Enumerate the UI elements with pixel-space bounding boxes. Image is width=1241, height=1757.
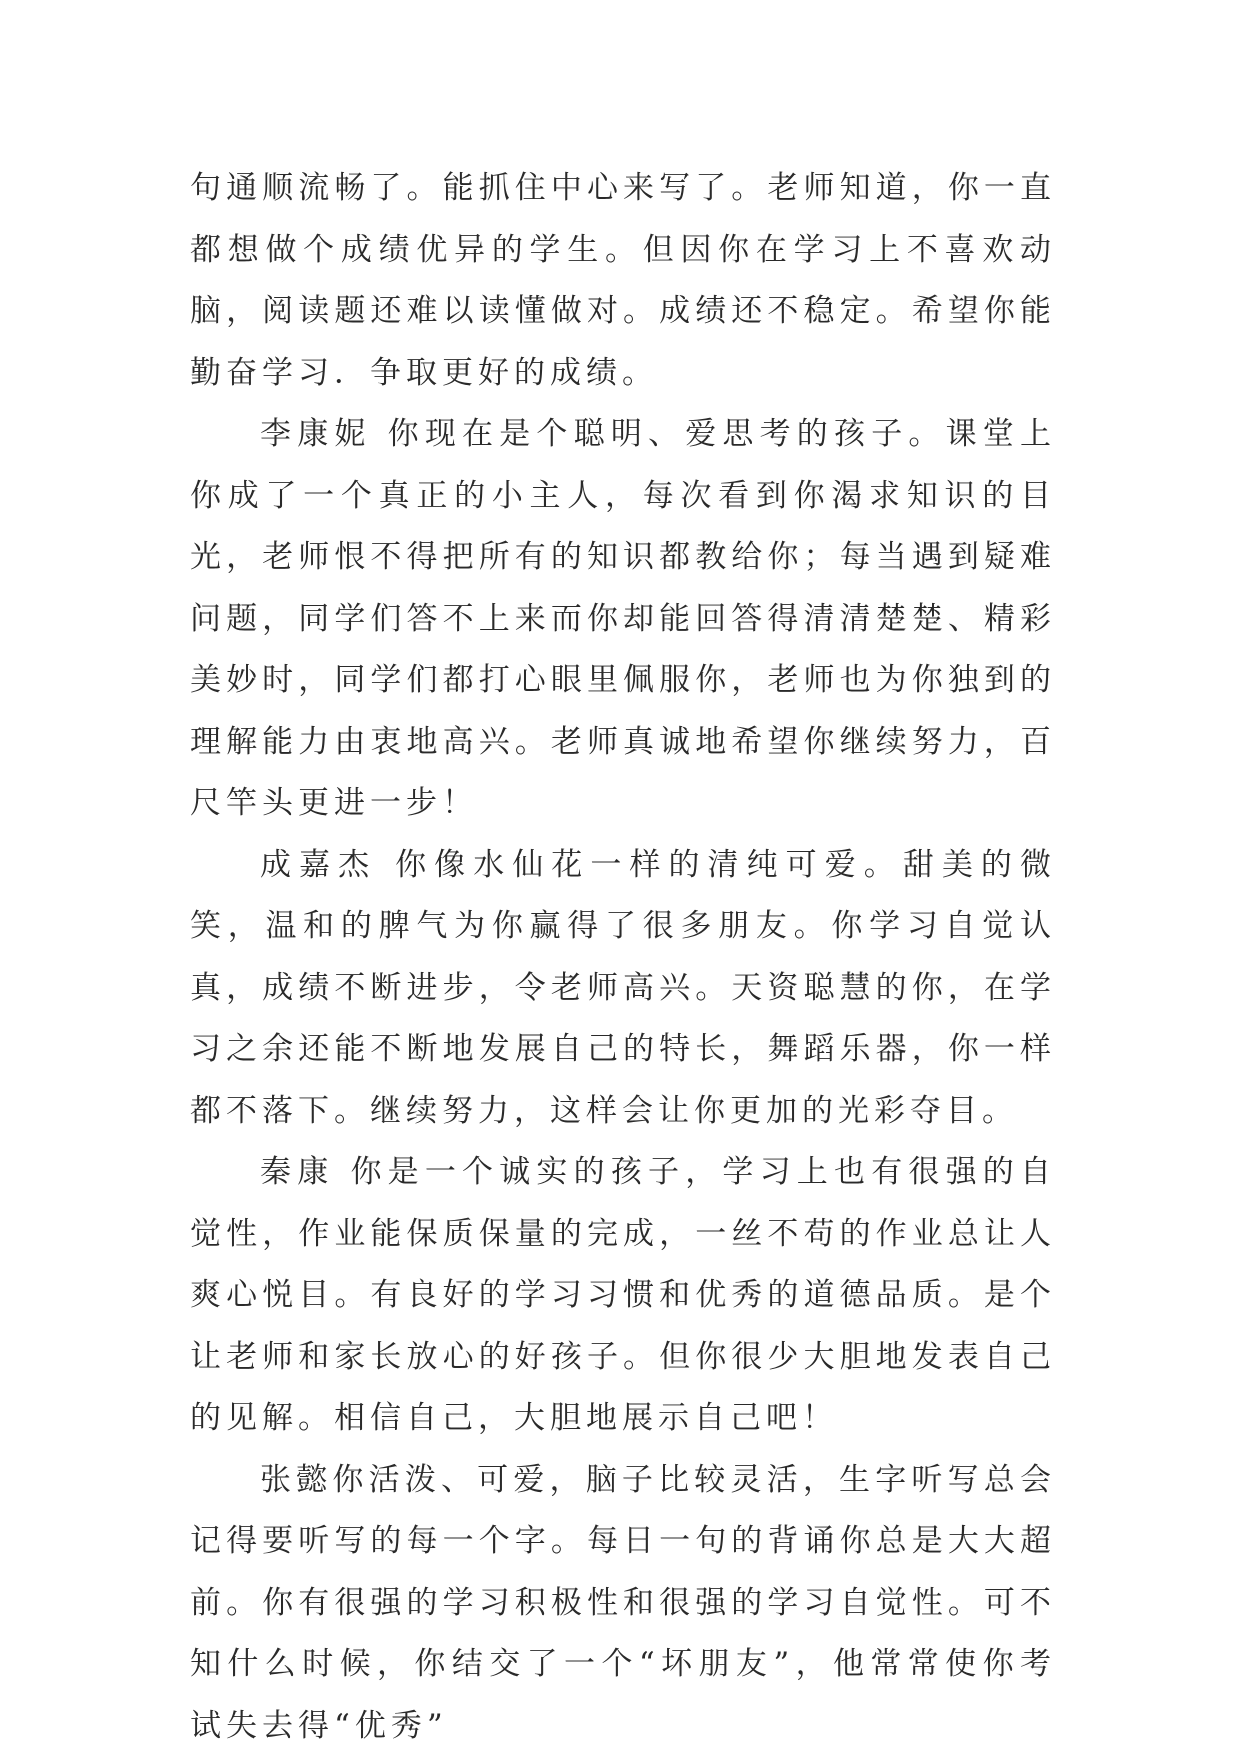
paragraph-cheng-jiajie: 成嘉杰 你像水仙花一样的清纯可爱。甜美的微笑，温和的脾气为你赢得了很多朋友。你学习自觉认真，成绩不断进步，令老师高兴。天资聪慧的你，在学习之余还能不断地发展自己的特长，舞蹈乐器，你一样都不落下。继续努力，这样会让你更加的光彩夺目。 — [190, 835, 1056, 1143]
paragraph-li-kangni: 李康妮 你现在是个聪明、爱思考的孩子。课堂上你成了一个真正的小主人，每次看到你渴求知识的目光，老师恨不得把所有的知识都教给你；每当遇到疑难问题，同学们答不上来而你却能回答得清清楚楚、精彩美妙时，同学们都打心眼里佩服你，老师也为你独到的理解能力由衷地高兴。老师真诚地希望你继续努力，百尺竿头更进一步！ — [190, 404, 1056, 835]
paragraph-qin-kang: 秦康 你是一个诚实的孩子，学习上也有很强的自觉性，作业能保质保量的完成，一丝不苟的作业总让人爽心悦目。有良好的学习习惯和优秀的道德品质。是个让老师和家长放心的好孩子。但你很少大胆地发表自己的见解。相信自己，大胆地展示自己吧！ — [190, 1142, 1056, 1450]
paragraph-continuation: 句通顺流畅了。能抓住中心来写了。老师知道，你一直都想做个成绩优异的学生。但因你在学习上不喜欢动脑，阅读题还难以读懂做对。成绩还不稳定。希望你能勤奋学习．争取更好的成绩。 — [190, 158, 1056, 404]
paragraph-zhang-yi: 张懿你活泼、可爱，脑子比较灵活，生字听写总会记得要听写的每一个字。每日一句的背诵你总是大大超前。你有很强的学习积极性和很强的学习自觉性。可不知什么时候，你结交了一个“坏朋友”，他常常使你考试失去得“优秀” — [190, 1450, 1056, 1757]
document-body — [190, 158, 1056, 1757]
